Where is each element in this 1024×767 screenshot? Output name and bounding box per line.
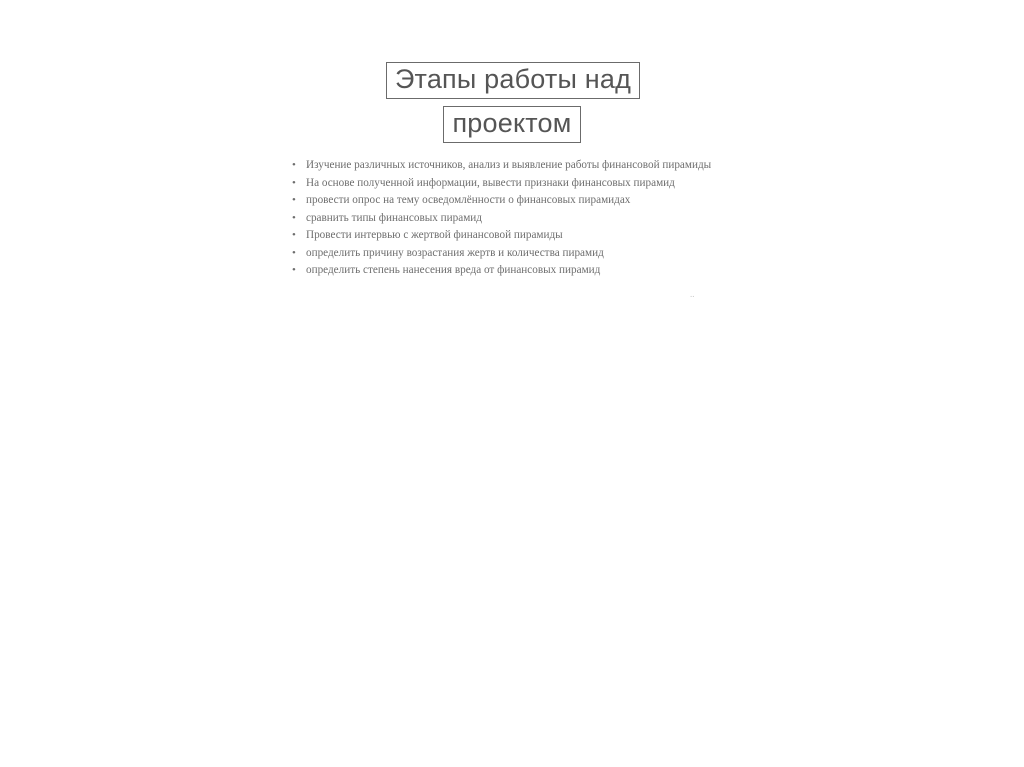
list-item <box>292 176 722 191</box>
title-line-2: проектом <box>443 106 580 143</box>
list-item-text: На основе полученной информации, вывести признаки финансовых пирамид <box>306 176 675 189</box>
bullet-marker-icon: • <box>292 211 296 224</box>
list-item <box>292 246 722 261</box>
list-item <box>292 263 722 278</box>
title-line-1: Этапы работы над <box>386 62 640 99</box>
list-item-text: Изучение различных источников, анализ и выявление работы финансовой пирамиды <box>306 159 712 171</box>
scan-artifact-mark: .. <box>690 289 695 299</box>
bullet-marker-icon: • <box>292 229 296 242</box>
slide-body <box>292 158 722 281</box>
list-item-text: провести опрос на тему осведомлённости о финансовых пирамидах <box>306 194 631 207</box>
list-item-text: сравнить типы финансовых пирамид <box>306 211 482 224</box>
bullet-marker-icon: • <box>292 264 296 277</box>
list-item-text: определить причину возрастания жертв и количества пирамид <box>306 246 604 259</box>
slide-title <box>0 62 1024 143</box>
list-item <box>292 211 722 226</box>
list-item-text: определить степень нанесения вреда от финансовых пирамид <box>306 264 601 277</box>
bullet-list <box>292 158 722 278</box>
list-item <box>292 228 722 243</box>
bullet-marker-icon: • <box>292 246 296 259</box>
list-item <box>292 193 722 208</box>
list-item <box>292 158 722 173</box>
bullet-marker-icon: • <box>292 176 296 189</box>
bullet-marker-icon: • <box>292 159 296 171</box>
list-item-text: Провести интервью с жертвой финансовой пирамиды <box>306 229 563 242</box>
bullet-marker-icon: • <box>292 194 296 207</box>
